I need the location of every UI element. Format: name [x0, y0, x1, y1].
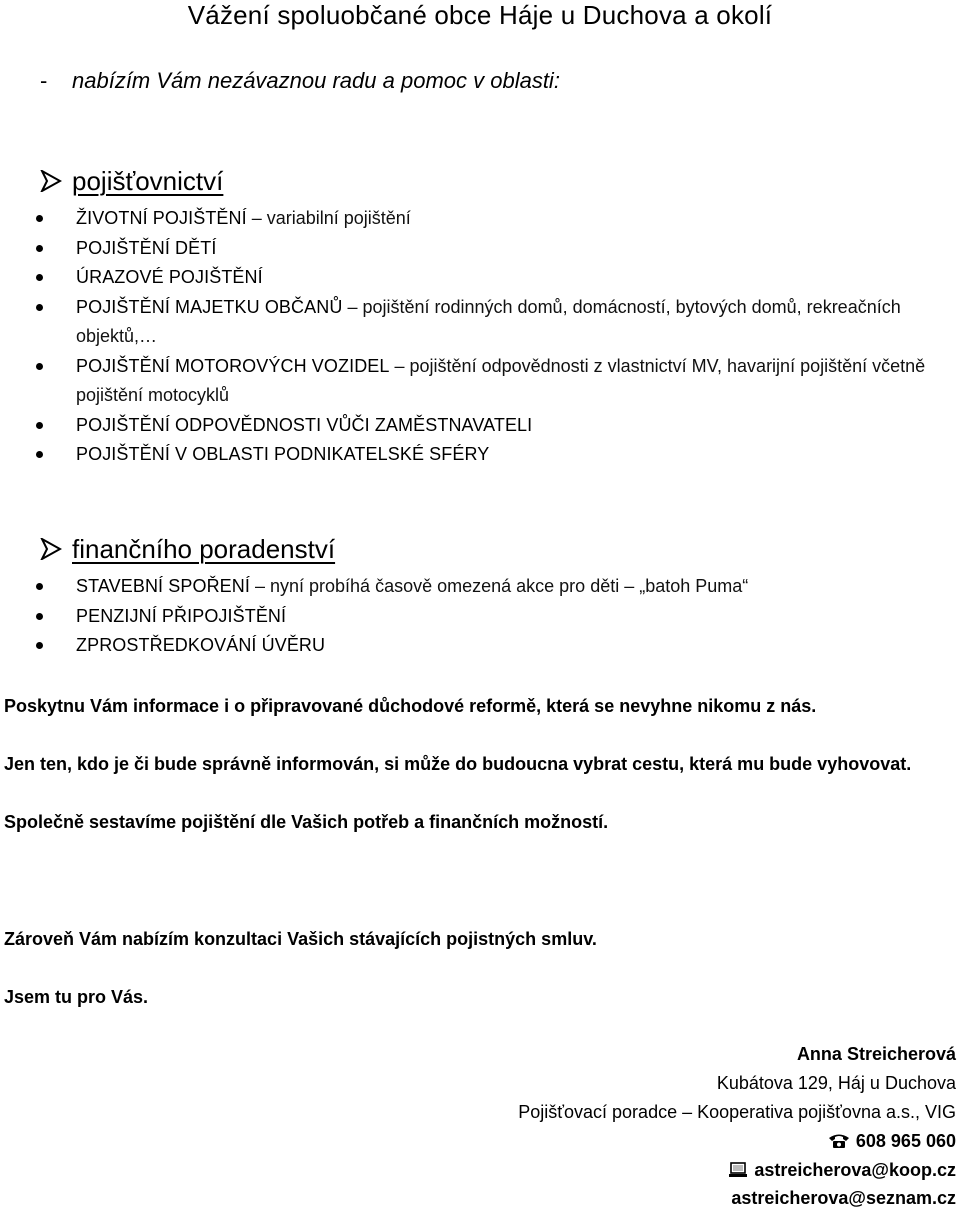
section-heading-text: pojišťovnictví — [72, 166, 224, 196]
item-caps: ÚRAZOVÉ POJIŠTĚNÍ — [76, 267, 263, 287]
signature-role: Pojišťovací poradce – Kooperativa pojišťovna a.s., VIG — [518, 1102, 956, 1122]
list-item — [36, 293, 956, 352]
section-heading-insurance — [40, 166, 223, 199]
finance-list — [36, 572, 956, 661]
email-link-koop[interactable]: astreicherova@koop.cz — [754, 1160, 956, 1180]
item-caps: POJIŠTĚNÍ ODPOVĚDNOSTI VŮČI ZAMĚSTNAVATELI — [76, 414, 533, 435]
item-desc: – nyní probíhá časově omezená akce pro děti – „batoh Puma“ — [249, 576, 749, 596]
intro-dash: - — [40, 68, 48, 93]
list-item — [36, 440, 956, 470]
signature-email-line-1 — [728, 1160, 956, 1183]
item-caps: POJIŠTĚNÍ DĚTÍ — [76, 237, 217, 258]
item-caps: STAVEBNÍ SPOŘENÍ — [76, 576, 250, 596]
item-desc: – pojištění odpovědnosti z vlastnictví MV, havarijní pojištění včetně pojištění motocyklů — [76, 355, 926, 405]
item-caps: POJIŠTĚNÍ MAJETKU OBČANŮ — [76, 296, 343, 317]
phone-number: 608 965 060 — [855, 1131, 956, 1151]
paragraph-informed: Jen ten, kdo je či bude správně informován, si může do budoucna vybrat cestu, která mu bude vyhovovat. — [4, 754, 912, 774]
list-item — [36, 572, 956, 602]
arrow-bullet-icon — [40, 536, 72, 567]
item-desc: – variabilní pojištění — [246, 208, 411, 228]
item-caps: PENZIJNÍ PŘIPOJIŠTĚNÍ — [76, 605, 287, 626]
list-item — [36, 631, 956, 661]
paragraph-consultation: Zároveň Vám nabízím konzultaci Vašich stávajících pojistných smluv. — [4, 929, 597, 949]
list-item — [36, 263, 956, 293]
list-item — [36, 234, 956, 264]
intro-text: nabízím Vám nezávaznou radu a pomoc v oblasti: — [72, 68, 560, 93]
section-heading-text: finančního poradenství — [72, 534, 336, 564]
computer-icon — [728, 1162, 748, 1183]
page-title: Vážení spoluobčané obce Háje u Duchova a okolí — [187, 0, 773, 30]
list-item — [36, 602, 956, 632]
paragraph-together: Společně sestavíme pojištění dle Vašich potřeb a finančních možností. — [4, 812, 609, 832]
intro-line — [40, 68, 560, 94]
item-desc: – pojištění rodinných domů, domácností, bytových domů, rekreačních objektů,… — [76, 296, 901, 346]
signature-phone-line — [828, 1131, 956, 1154]
item-caps: POJIŠTĚNÍ MOTOROVÝCH VOZIDEL — [76, 355, 390, 376]
email-link-seznam[interactable]: astreicherova@seznam.cz — [731, 1188, 956, 1208]
list-item — [36, 411, 956, 441]
insurance-list — [36, 204, 956, 470]
item-caps: ŽIVOTNÍ POJIŠTĚNÍ — [76, 208, 247, 228]
arrow-bullet-icon — [40, 168, 72, 199]
item-caps: ZPROSTŘEDKOVÁNÍ ÚVĚRU — [76, 635, 326, 655]
paragraph-reform: Poskytnu Vám informace i o připravované důchodové reformě, která se nevyhne nikomu z nás. — [4, 696, 817, 716]
signature-name: Anna Streicherová — [796, 1044, 956, 1064]
phone-icon — [828, 1133, 850, 1154]
signature-address: Kubátova 129, Háj u Duchova — [716, 1073, 956, 1093]
item-caps: POJIŠTĚNÍ V OBLASTI PODNIKATELSKÉ SFÉRY — [76, 444, 490, 464]
list-item — [36, 352, 956, 411]
list-item — [36, 204, 956, 234]
paragraph-closing: Jsem tu pro Vás. — [4, 987, 149, 1007]
section-heading-finance — [40, 534, 335, 567]
